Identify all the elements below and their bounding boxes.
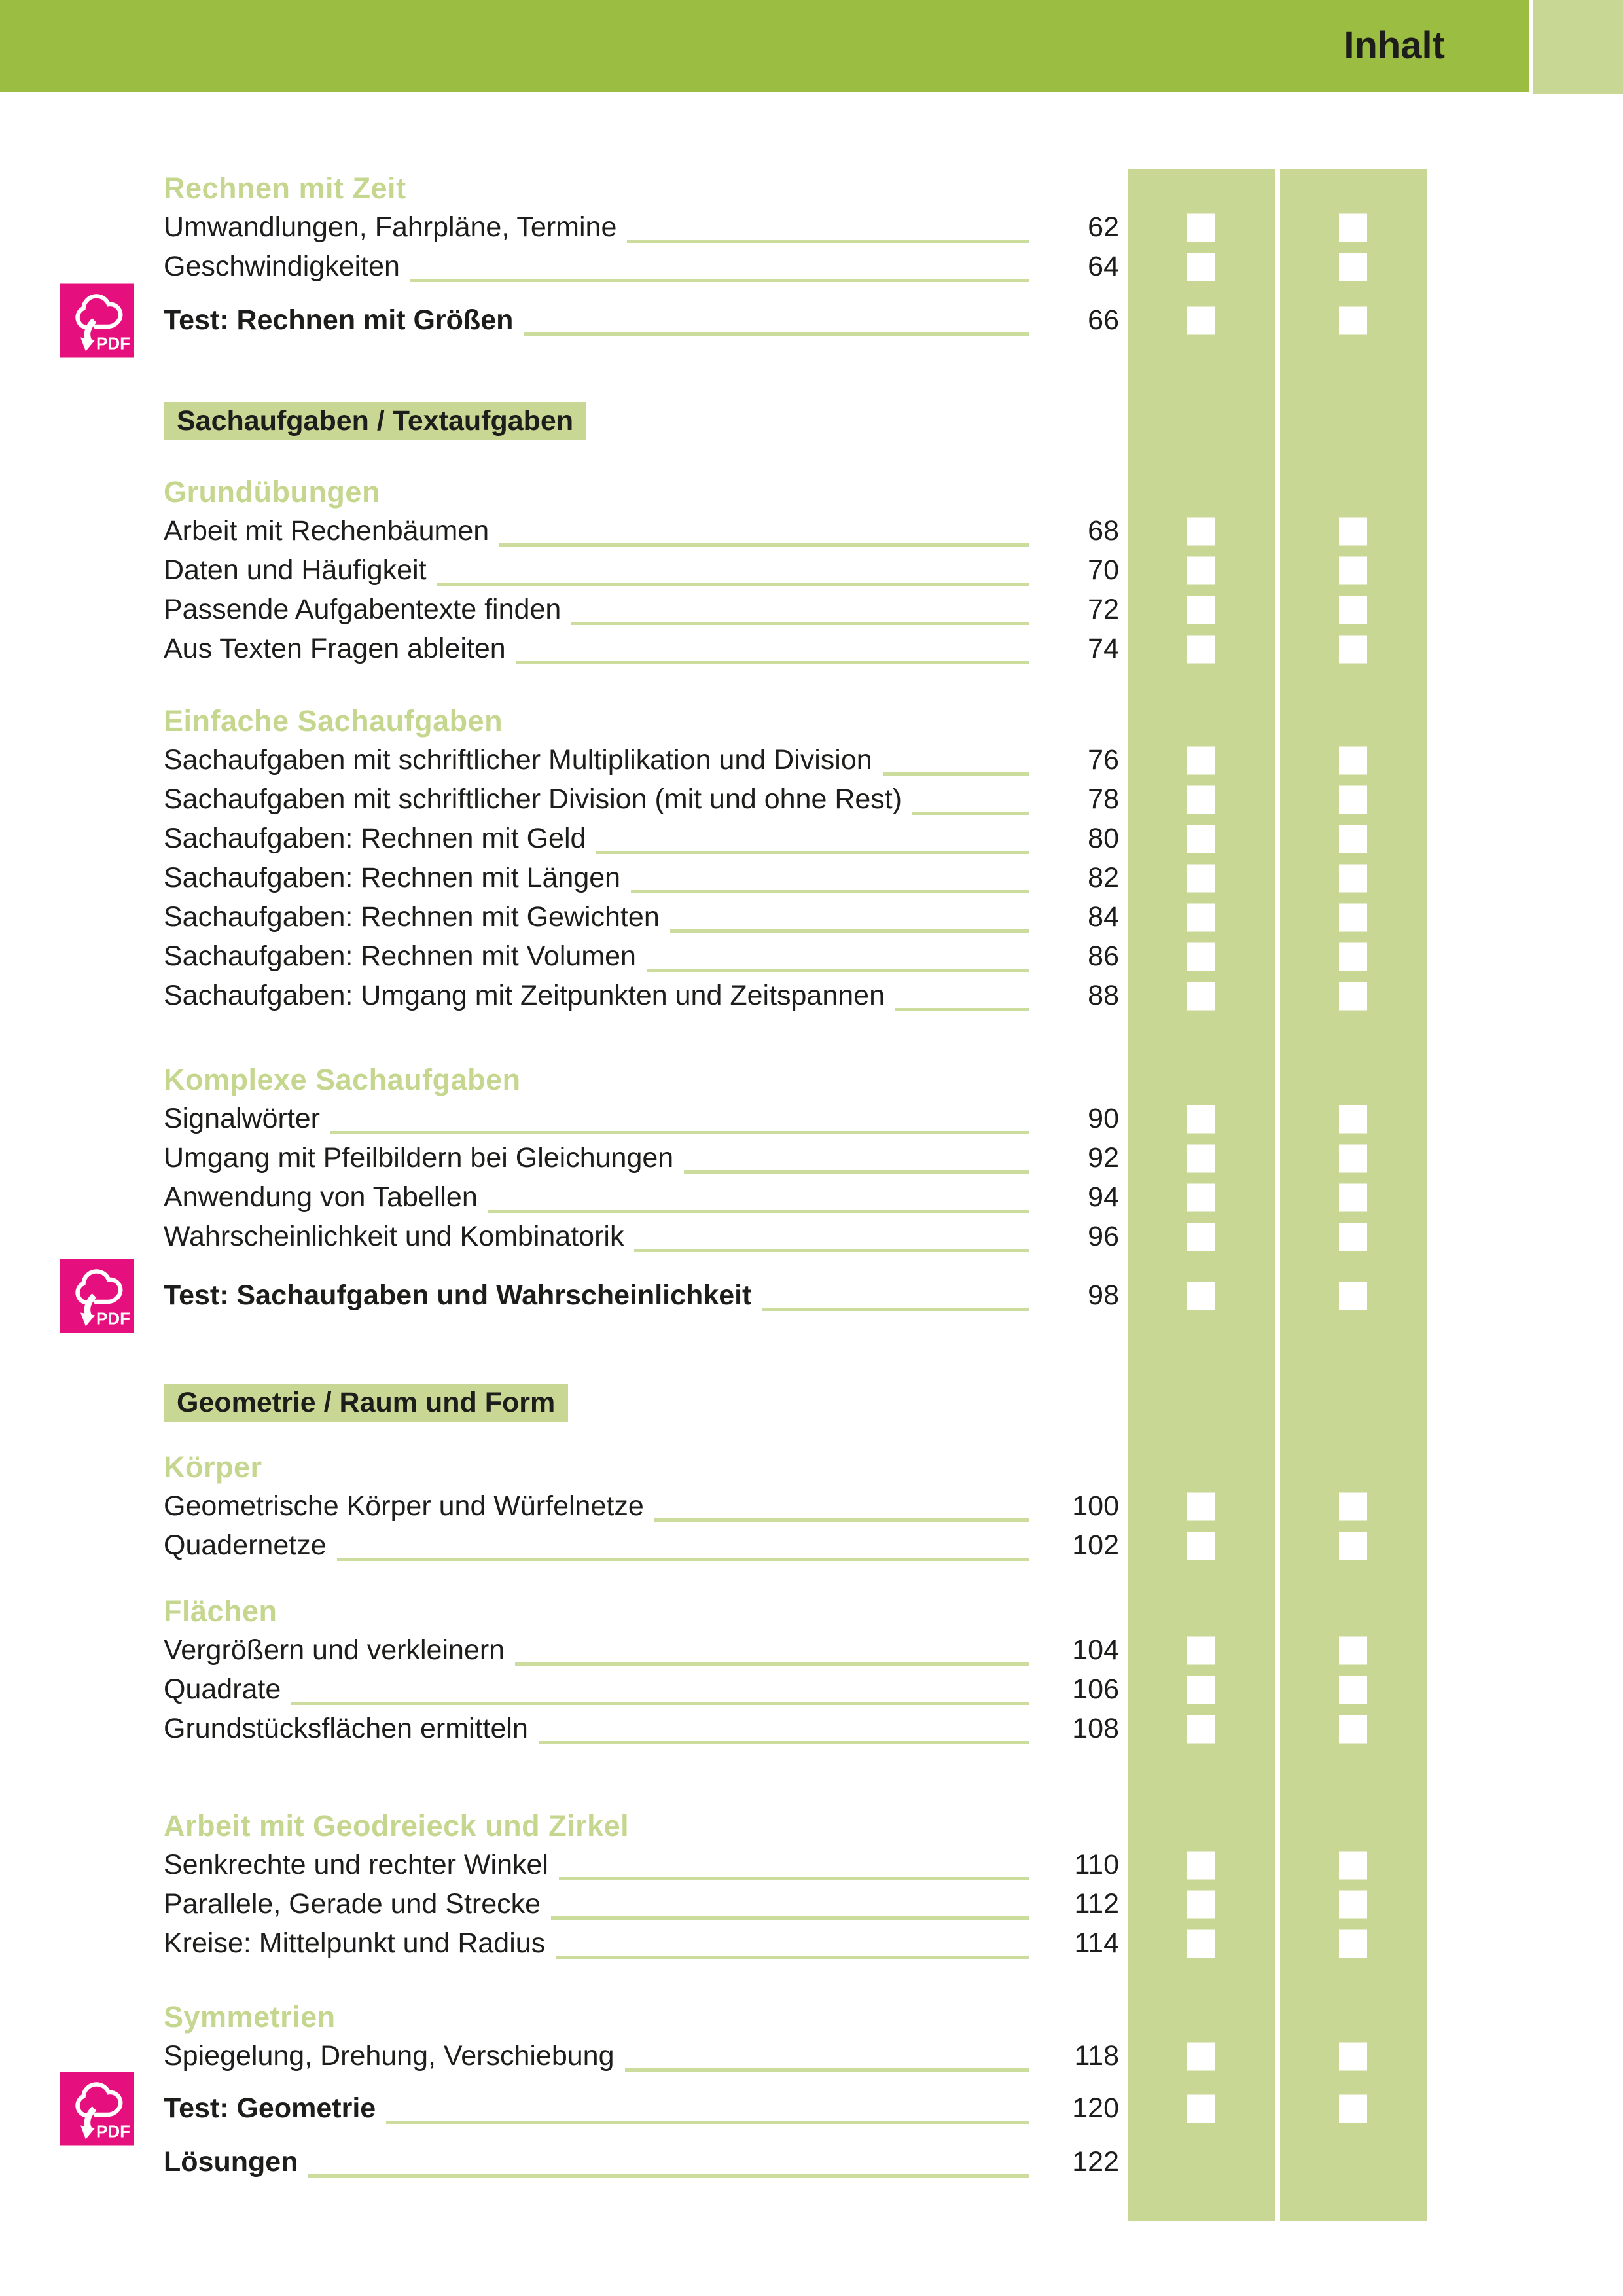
- progress-checkbox-1[interactable]: [1187, 1493, 1215, 1521]
- toc-entry-label: Test: Sachaufgaben und Wahrscheinlichkeit: [164, 1280, 752, 1311]
- page-number: 78: [1088, 783, 1119, 815]
- progress-checkbox-2[interactable]: [1339, 214, 1367, 242]
- toc-entry-label: Umgang mit Pfeilbildern bei Gleichungen: [164, 1142, 674, 1174]
- page-number: 112: [1074, 1888, 1119, 1920]
- leader-line: [488, 1210, 1029, 1213]
- progress-checkbox-1[interactable]: [1187, 982, 1215, 1011]
- toc-entry: [0, 1139, 1623, 1178]
- progress-checkbox-2[interactable]: [1339, 1105, 1367, 1134]
- progress-checkbox-2[interactable]: [1339, 943, 1367, 971]
- toc-entry-label: Sachaufgaben: Rechnen mit Volumen: [164, 941, 636, 972]
- toc-entry-label: Aus Texten Fragen ableiten: [164, 633, 506, 664]
- progress-checkbox-1[interactable]: [1187, 596, 1215, 624]
- page-number: 90: [1088, 1103, 1119, 1134]
- toc-entry-label: Spiegelung, Drehung, Verschiebung: [164, 2040, 615, 2072]
- progress-checkbox-1[interactable]: [1187, 557, 1215, 585]
- progress-checkbox-1[interactable]: [1187, 825, 1215, 853]
- progress-checkbox-1[interactable]: [1187, 865, 1215, 893]
- progress-checkbox-1[interactable]: [1187, 307, 1215, 335]
- toc-entry-label: Test: Rechnen mit Größen: [164, 304, 514, 336]
- progress-checkbox-2[interactable]: [1339, 2095, 1367, 2123]
- leader-line: [627, 240, 1029, 243]
- toc-entry-label: Sachaufgaben mit schriftlicher Multiplikation und Division: [164, 744, 872, 776]
- toc-entry-label: Signalwörter: [164, 1103, 320, 1134]
- toc-entry-label: Senkrechte und rechter Winkel: [164, 1849, 548, 1880]
- progress-checkbox-2[interactable]: [1339, 982, 1367, 1011]
- leader-line: [559, 1877, 1029, 1880]
- toc-entry: [0, 590, 1623, 630]
- toc-entry-label: Lösungen: [164, 2146, 298, 2178]
- chapter-box: [164, 1384, 1623, 1422]
- section-heading: Arbeit mit Geodreieck und Zirkel: [164, 1809, 630, 1842]
- leader-line: [551, 1916, 1029, 1920]
- progress-checkbox-1[interactable]: [1187, 904, 1215, 932]
- progress-checkbox-1[interactable]: [1187, 2043, 1215, 2071]
- toc-entry: [0, 2143, 1623, 2182]
- progress-checkbox-1[interactable]: [1187, 1282, 1215, 1310]
- toc-entry: [0, 1526, 1623, 1566]
- toc-entry: [0, 2037, 1623, 2076]
- page-number: 118: [1074, 2040, 1119, 2072]
- toc-entry: [0, 859, 1623, 898]
- toc-entry: [0, 1631, 1623, 1670]
- leader-line: [308, 2174, 1029, 2178]
- leader-line: [539, 1741, 1029, 1744]
- chapter-box: [164, 402, 1623, 440]
- leader-line: [571, 622, 1029, 625]
- pdf-cloud-download-icon: [60, 1259, 134, 1333]
- leader-line: [410, 279, 1029, 282]
- progress-checkbox-2[interactable]: [1339, 1715, 1367, 1744]
- toc-entry: [0, 247, 1623, 287]
- progress-checkbox-2[interactable]: [1339, 253, 1367, 281]
- progress-checkbox-1[interactable]: [1187, 1145, 1215, 1173]
- progress-checkbox-1[interactable]: [1187, 1532, 1215, 1560]
- page-number: 64: [1088, 251, 1119, 282]
- toc-entry-label: Geschwindigkeiten: [164, 251, 400, 282]
- toc-entry-label: Geometrische Körper und Würfelnetze: [164, 1490, 644, 1522]
- toc-entry: [0, 741, 1623, 780]
- progress-checkbox-2[interactable]: [1339, 636, 1367, 664]
- leader-line: [330, 1131, 1029, 1134]
- toc-entry-label: Quadernetze: [164, 1530, 327, 1561]
- progress-checkbox-1[interactable]: [1187, 2095, 1215, 2123]
- page-number: 122: [1072, 2146, 1119, 2178]
- corner-accent-block: [1533, 0, 1623, 94]
- toc-entry-label: Daten und Häufigkeit: [164, 554, 427, 586]
- toc-entry-label: Grundstücksflächen ermitteln: [164, 1713, 528, 1744]
- toc-entry-label: Sachaufgaben: Rechnen mit Längen: [164, 862, 621, 893]
- leader-line: [516, 661, 1029, 664]
- progress-checkbox-1[interactable]: [1187, 1676, 1215, 1704]
- toc-entry-label: Wahrscheinlichkeit und Kombinatorik: [164, 1221, 624, 1252]
- page-number: 80: [1088, 823, 1119, 854]
- toc-entry: [0, 1487, 1623, 1526]
- progress-checkbox-1[interactable]: [1187, 786, 1215, 814]
- progress-checkbox-2[interactable]: [1339, 1637, 1367, 1665]
- toc-entry: [0, 780, 1623, 819]
- toc-entry-label: Vergrößern und verkleinern: [164, 1634, 505, 1666]
- section-heading: Grundübungen: [164, 475, 380, 509]
- page-number: 104: [1072, 1634, 1119, 1666]
- pdf-cloud-download-icon: [60, 284, 134, 358]
- progress-checkbox-2[interactable]: [1339, 1493, 1367, 1521]
- page-number: 62: [1088, 211, 1119, 243]
- toc-entry-label: Umwandlungen, Fahrpläne, Termine: [164, 211, 617, 243]
- progress-checkbox-2[interactable]: [1339, 596, 1367, 624]
- toc-entry: [0, 551, 1623, 590]
- progress-checkbox-1[interactable]: [1187, 943, 1215, 971]
- page-number: 88: [1088, 980, 1119, 1011]
- progress-checkbox-2[interactable]: [1339, 518, 1367, 546]
- leader-line: [883, 772, 1029, 776]
- pdf-icon-label: PDF: [96, 1308, 130, 1329]
- toc-entry-label: Kreise: Mittelpunkt und Radius: [164, 1928, 546, 1959]
- progress-checkbox-1[interactable]: [1187, 1715, 1215, 1744]
- leader-line: [524, 332, 1029, 336]
- leader-line: [631, 890, 1029, 893]
- progress-checkbox-2[interactable]: [1339, 1184, 1367, 1212]
- section-heading: Rechnen mit Zeit: [164, 171, 406, 205]
- progress-checkbox-2[interactable]: [1339, 1891, 1367, 1919]
- toc-entry: [0, 1670, 1623, 1710]
- progress-checkbox-1[interactable]: [1187, 1852, 1215, 1880]
- progress-checkbox-1[interactable]: [1187, 1184, 1215, 1212]
- page-number: 108: [1072, 1713, 1119, 1744]
- toc-entry: [0, 208, 1623, 247]
- toc-entry: [0, 1885, 1623, 1924]
- toc-entry-label: Test: Geometrie: [164, 2092, 376, 2124]
- page-number: 102: [1072, 1530, 1119, 1561]
- leader-line: [895, 1008, 1029, 1011]
- page-number: 74: [1088, 633, 1119, 664]
- page-title: Inhalt: [1344, 24, 1445, 67]
- table-of-contents: [0, 169, 1623, 2182]
- page-number: 96: [1088, 1221, 1119, 1252]
- progress-checkbox-2[interactable]: [1339, 1282, 1367, 1310]
- toc-entry: [0, 512, 1623, 551]
- section-heading: Körper: [164, 1450, 262, 1484]
- progress-checkbox-2[interactable]: [1339, 557, 1367, 585]
- toc-entry: [0, 1217, 1623, 1257]
- page-number: 110: [1074, 1849, 1119, 1880]
- toc-entry: [0, 977, 1623, 1016]
- progress-checkbox-1[interactable]: [1187, 747, 1215, 775]
- progress-checkbox-2[interactable]: [1339, 747, 1367, 775]
- leader-line: [596, 851, 1029, 854]
- leader-line: [684, 1170, 1029, 1174]
- leader-line: [337, 1558, 1029, 1561]
- section-heading: Einfache Sachaufgaben: [164, 704, 503, 738]
- progress-checkbox-2[interactable]: [1339, 865, 1367, 893]
- toc-entry: [0, 630, 1623, 669]
- toc-entry: [0, 1178, 1623, 1217]
- progress-checkbox-2[interactable]: [1339, 904, 1367, 932]
- leader-line: [654, 1518, 1029, 1522]
- toc-entry-label: Sachaufgaben: Umgang mit Zeitpunkten und Zeitspannen: [164, 980, 885, 1011]
- page-number: 120: [1072, 2092, 1119, 2124]
- progress-checkbox-2[interactable]: [1339, 1145, 1367, 1173]
- toc-entry: [0, 301, 1623, 353]
- progress-checkbox-1[interactable]: [1187, 1891, 1215, 1919]
- leader-line: [437, 583, 1029, 586]
- chapter-title: Geometrie / Raum und Form: [164, 1384, 568, 1422]
- leader-line: [386, 2121, 1029, 2124]
- toc-entry: [0, 819, 1623, 859]
- progress-checkbox-1[interactable]: [1187, 1637, 1215, 1665]
- toc-entry: [0, 2089, 1623, 2142]
- section-heading: Symmetrien: [164, 2000, 336, 2034]
- toc-entry-label: Arbeit mit Rechenbäumen: [164, 515, 490, 547]
- pdf-download-icon[interactable]: [60, 284, 134, 358]
- progress-checkbox-2[interactable]: [1339, 307, 1367, 335]
- section-heading: Komplexe Sachaufgaben: [164, 1063, 521, 1096]
- page-number: 66: [1088, 304, 1119, 336]
- page-number: 72: [1088, 594, 1119, 625]
- leader-line: [670, 929, 1029, 933]
- pdf-download-icon[interactable]: [60, 1259, 134, 1333]
- page-number: 70: [1088, 554, 1119, 586]
- page-number: 92: [1088, 1142, 1119, 1174]
- toc-entry-label: Quadrate: [164, 1674, 281, 1705]
- progress-checkbox-2[interactable]: [1339, 1676, 1367, 1704]
- toc-entry: [0, 1276, 1623, 1329]
- pdf-icon-label: PDF: [96, 2121, 130, 2142]
- progress-checkbox-1[interactable]: [1187, 253, 1215, 281]
- leader-line: [515, 1662, 1029, 1666]
- page-number: 82: [1088, 862, 1119, 893]
- toc-entry: [0, 937, 1623, 977]
- toc-entry-label: Sachaufgaben mit schriftlicher Division (mit und ohne Rest): [164, 783, 902, 815]
- toc-entry-label: Passende Aufgabentexte finden: [164, 594, 562, 625]
- page-number: 94: [1088, 1181, 1119, 1213]
- toc-entry-label: Anwendung von Tabellen: [164, 1181, 478, 1213]
- toc-entry: [0, 1100, 1623, 1139]
- page-number: 100: [1072, 1490, 1119, 1522]
- progress-checkbox-2[interactable]: [1339, 1930, 1367, 1958]
- progress-checkbox-1[interactable]: [1187, 518, 1215, 546]
- page-number: 76: [1088, 744, 1119, 776]
- header-bar: [0, 0, 1529, 92]
- page-number: 106: [1072, 1674, 1119, 1705]
- leader-line: [634, 1249, 1029, 1252]
- leader-line: [647, 969, 1029, 972]
- leader-line: [556, 1956, 1029, 1959]
- progress-checkbox-1[interactable]: [1187, 1105, 1215, 1134]
- page-number: 86: [1088, 941, 1119, 972]
- pdf-cloud-download-icon: [60, 2072, 134, 2146]
- progress-checkbox-2[interactable]: [1339, 1532, 1367, 1560]
- progress-checkbox-2[interactable]: [1339, 2043, 1367, 2071]
- progress-checkbox-1[interactable]: [1187, 636, 1215, 664]
- page-number: 68: [1088, 515, 1119, 547]
- progress-checkbox-2[interactable]: [1339, 1852, 1367, 1880]
- page-number: 114: [1074, 1928, 1119, 1959]
- pdf-icon-label: PDF: [96, 333, 130, 353]
- toc-entry: [0, 898, 1623, 937]
- progress-checkbox-2[interactable]: [1339, 786, 1367, 814]
- leader-line: [291, 1702, 1029, 1705]
- toc-entry-label: Sachaufgaben: Rechnen mit Geld: [164, 823, 586, 854]
- toc-entry: [0, 1846, 1623, 1885]
- toc-entry: [0, 1710, 1623, 1749]
- page-number: 84: [1088, 901, 1119, 933]
- toc-entry: [0, 1924, 1623, 1964]
- leader-line: [499, 543, 1029, 547]
- leader-line: [912, 812, 1029, 815]
- chapter-title: Sachaufgaben / Textaufgaben: [164, 402, 586, 440]
- progress-checkbox-2[interactable]: [1339, 825, 1367, 853]
- leader-line: [625, 2068, 1029, 2072]
- leader-line: [762, 1308, 1029, 1311]
- toc-entry-label: Parallele, Gerade und Strecke: [164, 1888, 541, 1920]
- pdf-download-icon[interactable]: [60, 2072, 134, 2146]
- progress-checkbox-2[interactable]: [1339, 1223, 1367, 1251]
- page-number: 98: [1088, 1280, 1119, 1311]
- progress-checkbox-1[interactable]: [1187, 214, 1215, 242]
- toc-entry-label: Sachaufgaben: Rechnen mit Gewichten: [164, 901, 660, 933]
- section-heading: Flächen: [164, 1594, 277, 1628]
- progress-checkbox-1[interactable]: [1187, 1223, 1215, 1251]
- progress-checkbox-1[interactable]: [1187, 1930, 1215, 1958]
